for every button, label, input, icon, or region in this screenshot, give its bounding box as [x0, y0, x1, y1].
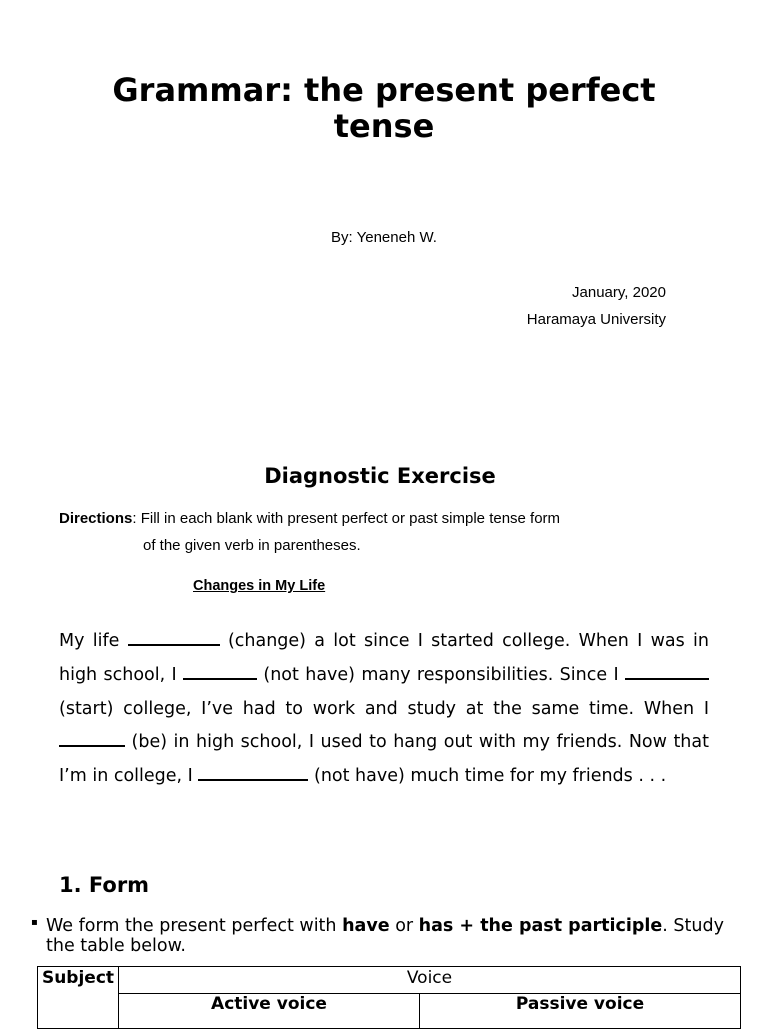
- form-keyword-has-past-participle: has + the past participle: [418, 916, 663, 936]
- answer-blank-2[interactable]: [183, 662, 257, 680]
- passage-text: (not have) many responsibilities. Since I: [263, 664, 619, 685]
- table-header-subject: Subject: [38, 967, 119, 1029]
- answer-blank-4[interactable]: [59, 729, 125, 747]
- diagnostic-heading: Diagnostic Exercise: [264, 464, 496, 488]
- table-header-voice: Voice: [119, 967, 741, 994]
- answer-blank-1[interactable]: [128, 628, 220, 646]
- passage-text: (start) college, I’ve had to work and study at the same time. When I: [59, 698, 709, 719]
- directions-text: : Fill in each blank with present perfect or past simple tense form: [132, 510, 561, 527]
- form-intro-part: . Study the table below.: [46, 916, 724, 956]
- form-intro-text: [46, 916, 756, 956]
- story-title: Changes in My Life: [193, 578, 326, 594]
- passage-text: (be) in high school, I used to hang out with my friends. Now that I’m in college, I: [59, 732, 709, 787]
- passage-text: (not have) much time for my friends . . .: [314, 766, 667, 787]
- directions-line-1: [59, 505, 699, 532]
- document-title: Grammar: the present perfect tense: [112, 71, 656, 145]
- form-intro-part: or: [389, 916, 419, 936]
- answer-blank-5[interactable]: [198, 763, 308, 781]
- university-name: Haramaya University: [526, 311, 666, 328]
- voice-table: [37, 966, 741, 1029]
- directions-line-2: of the given verb in parentheses.: [143, 537, 361, 554]
- table-header-passive-voice: Passive voice: [420, 994, 741, 1029]
- author-byline: By: Yeneneh W.: [331, 229, 437, 246]
- exercise-passage: [59, 625, 709, 794]
- answer-blank-3[interactable]: [625, 662, 709, 680]
- form-section-heading: 1. Form: [59, 873, 150, 897]
- form-intro-part: We form the present perfect with: [46, 916, 343, 936]
- form-keyword-have: have: [342, 916, 390, 936]
- bullet-square-icon: ▪: [31, 917, 38, 928]
- document-date: January, 2020: [572, 284, 666, 301]
- directions-label: Directions: [59, 510, 133, 527]
- directions: [59, 505, 699, 559]
- passage-text: My life: [59, 631, 120, 651]
- table-header-active-voice: Active voice: [119, 994, 420, 1029]
- passage-text: (change) a lot since I started college. When I was in high school, I: [59, 631, 709, 685]
